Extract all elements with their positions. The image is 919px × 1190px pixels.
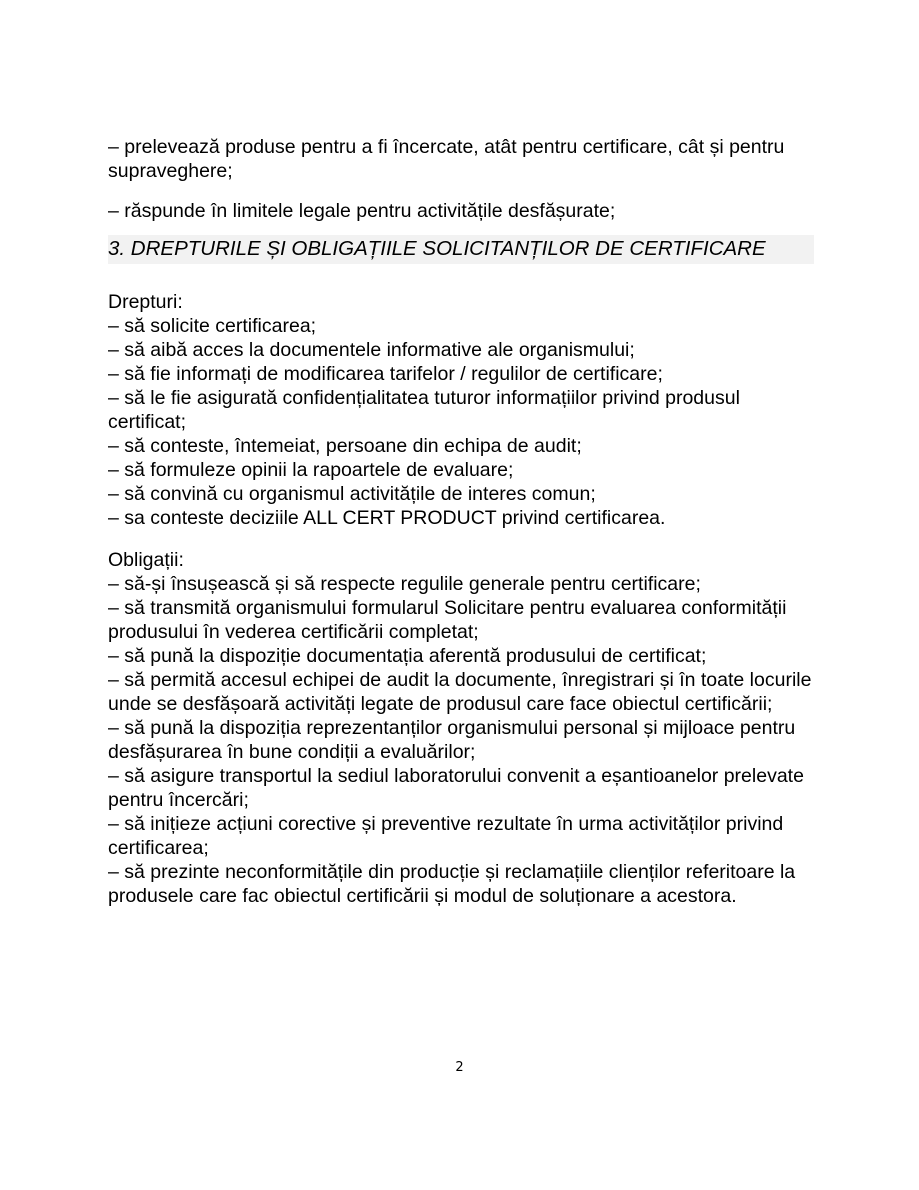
page-content bbox=[108, 135, 816, 908]
list-item: – să formuleze opinii la rapoartele de evaluare; bbox=[108, 459, 514, 481]
rights-item-first: – să solicite certificarea; bbox=[108, 315, 317, 337]
list-item: – să conteste, întemeiat, persoane din echipa de audit; bbox=[108, 435, 582, 457]
rights-title: Drepturi: bbox=[108, 291, 183, 313]
intro-paragraph-sampling: – prelevează produse pentru a fi încercate, atât pentru certificare, cât și pentru supraveghere; bbox=[108, 136, 785, 182]
list-item: – să le fie asigurată confidențialitatea tuturor informațiilor privind produsul certificat; bbox=[108, 387, 740, 433]
section-heading-bar bbox=[108, 235, 814, 264]
rights-block bbox=[108, 290, 816, 530]
list-item: – să pună la dispoziție documentația aferentă produsului de certificat; bbox=[108, 645, 707, 667]
list-item: – să transmită organismului formularul Solicitare pentru evaluarea conformității produsului în vederea certificării completat; bbox=[108, 597, 787, 643]
list-item: – să inițieze acțiuni corective și preventive rezultate în urma activităților privind certificarea; bbox=[108, 813, 784, 859]
list-item: – să-și însușească și să respecte regulile generale pentru certificare; bbox=[108, 573, 701, 595]
list-item: – să asigure transportul la sediul laboratorului convenit a eșantioanelor prelevate pentru încercări; bbox=[108, 765, 804, 811]
list-item: – să convină cu organismul activitățile de interes comun; bbox=[108, 483, 596, 505]
list-item: – să aibă acces la documentele informative ale organismului; bbox=[108, 339, 635, 361]
intro-paragraph-responsibility: – răspunde în limitele legale pentru activitățile desfășurate; bbox=[108, 200, 616, 222]
list-item: – sa conteste deciziile ALL CERT PRODUCT privind certificarea. bbox=[108, 507, 666, 529]
obligations-list bbox=[108, 572, 816, 908]
list-item: – să prezinte neconformitățile din producție și reclamațiile clienților referitoare la produsele care fac obiectul certificării și modul de soluționare a acestora. bbox=[108, 861, 796, 907]
rights-list bbox=[108, 338, 816, 530]
obligations-block bbox=[108, 548, 816, 908]
section-heading: 3. DREPTURILE ȘI OBLIGAȚIILE SOLICITANȚILOR DE CERTIFICARE bbox=[108, 237, 766, 260]
list-item: – să permită accesul echipei de audit la documente, înregistrari și în toate locurile unde se desfășoară activități legate de produsul care face obiectul certificării; bbox=[108, 669, 812, 715]
list-item: – să fie informați de modificarea tarifelor / regulilor de certificare; bbox=[108, 363, 663, 385]
list-item: – să pună la dispoziția reprezentanților organismului personal și mijloace pentru desfășurarea în bune condiții a evaluărilor; bbox=[108, 717, 796, 763]
page-number: 2 bbox=[455, 1060, 464, 1075]
obligations-title: Obligații: bbox=[108, 549, 184, 571]
